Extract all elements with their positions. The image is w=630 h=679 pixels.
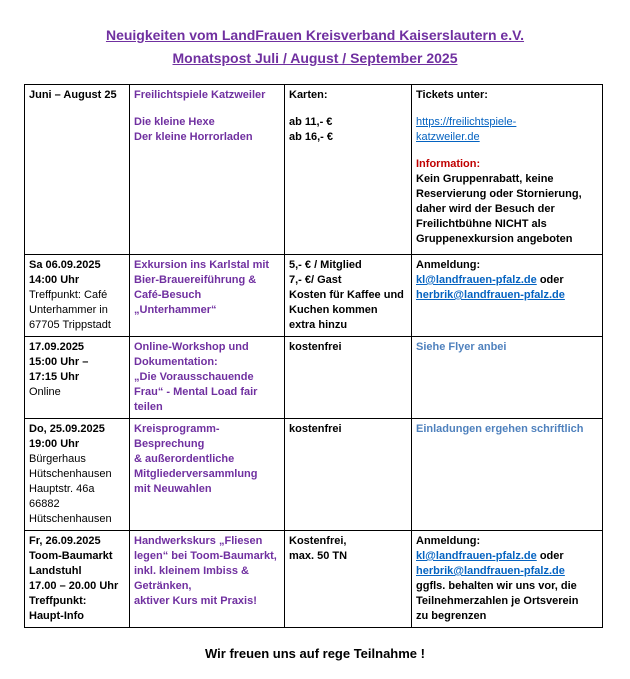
table-row <box>25 337 603 419</box>
event-line: Exkursion ins Karlstal mit <box>134 259 270 271</box>
page-subtitle: Monatspost Juli / August / September 2025 <box>172 50 458 66</box>
info-line: daher wird der Besuch der <box>416 203 555 215</box>
events-table <box>24 84 603 628</box>
date-cell <box>25 255 130 337</box>
cost-line: max. 50 TN <box>289 550 348 562</box>
cost-cell <box>285 255 412 337</box>
date-line: Fr, 26.09.2025 <box>29 535 101 547</box>
location-line: Hauptstr. 46a <box>29 483 95 495</box>
event-line: Online-Workshop und <box>134 341 249 353</box>
meeting-point-line: Haupt-Info <box>29 610 84 622</box>
table-row <box>25 531 603 628</box>
time-line: 17:15 Uhr <box>29 371 80 383</box>
cost-line: Kostenfrei, <box>289 535 347 547</box>
location-line: Hütschenhausen <box>29 513 112 525</box>
info-cell <box>412 337 603 419</box>
date-cell <box>25 531 130 628</box>
location-line: Toom-Baumarkt <box>29 550 113 562</box>
event-cell <box>130 255 285 337</box>
cost-line: extra hinzu <box>289 319 348 331</box>
time-line: 15:00 Uhr – <box>29 356 89 368</box>
event-line: aktiver Kurs mit Praxis! <box>134 595 257 607</box>
location-line: Bürgerhaus <box>29 453 86 465</box>
info-cell <box>412 531 603 628</box>
date-line: 17.09.2025 <box>29 341 85 353</box>
info-cell <box>412 255 603 337</box>
location-line: Online <box>29 386 61 398</box>
event-line: „Unterhammer“ <box>134 304 217 316</box>
info-cell <box>412 419 603 531</box>
cost-line: kostenfrei <box>289 341 342 353</box>
cost-line: ab 16,- € <box>289 131 334 143</box>
cost-cell <box>285 85 412 255</box>
event-cell <box>130 337 285 419</box>
event-line: Besprechung <box>134 438 205 450</box>
time-line: 14:00 Uhr <box>29 274 80 286</box>
event-cell <box>130 531 285 628</box>
info-heading: Anmeldung: <box>416 259 481 271</box>
info-heading: Anmeldung: <box>416 535 481 547</box>
cost-line: Kuchen kommen <box>289 304 378 316</box>
date-cell <box>25 337 130 419</box>
info-cell <box>412 85 603 255</box>
cost-line: Kosten für Kaffee und <box>289 289 404 301</box>
info-text: Siehe Flyer anbei <box>416 341 507 353</box>
connector-text: oder <box>539 274 564 286</box>
location-line: Landstuhl <box>29 565 82 577</box>
event-line: Kreisprogramm- <box>134 423 220 435</box>
date-line: Sa 06.09.2025 <box>29 259 101 271</box>
email-link-kl[interactable]: kl@landfrauen-pfalz.de <box>416 274 537 286</box>
date-cell <box>25 85 130 255</box>
info-line: Kein Gruppenrabatt, keine <box>416 173 554 185</box>
event-cell <box>130 419 285 531</box>
cost-cell <box>285 337 412 419</box>
email-link-herbrik[interactable]: herbrik@landfrauen-pfalz.de <box>416 289 565 301</box>
meeting-point-line: Treffpunkt: <box>29 595 87 607</box>
table-row <box>25 255 603 337</box>
info-text: Einladungen ergehen schriftlich <box>416 423 584 435</box>
cost-line: Karten: <box>289 89 328 101</box>
event-line: & außerordentliche <box>134 453 235 465</box>
tickets-link[interactable]: https://freilichtspiele- katzweiler.de <box>416 116 517 143</box>
email-link-herbrik[interactable]: herbrik@landfrauen-pfalz.de <box>416 565 565 577</box>
date-line: Do, 25.09.2025 <box>29 423 105 435</box>
location-line: 67705 Trippstadt <box>29 319 111 331</box>
event-line: Café-Besuch <box>134 289 202 301</box>
info-line: ggfls. behalten wir uns vor, die <box>416 580 577 592</box>
location-line: Unterhammer in <box>29 304 108 316</box>
connector-text: oder <box>539 550 564 562</box>
info-line: Teilnehmerzahlen je Ortsverein <box>416 595 579 607</box>
page-title: Neuigkeiten vom LandFrauen Kreisverband Kaiserslautern e.V. <box>105 27 525 43</box>
cost-line: 5,- € / Mitglied <box>289 259 362 271</box>
event-line: Mitgliederversammlung <box>134 468 258 480</box>
event-line: Dokumentation: <box>134 356 218 368</box>
information-label: Information: <box>416 158 481 170</box>
cost-line: ab 11,- € <box>289 116 333 128</box>
closing-note: Wir freuen uns auf rege Teilnahme ! <box>205 646 425 661</box>
location-line: Hütschenhausen <box>29 468 112 480</box>
info-line: Reservierung oder Stornierung, <box>416 188 582 200</box>
event-line: Bier-Brauereiführung & <box>134 274 257 286</box>
location-line: 66882 <box>29 498 60 510</box>
event-line: Handwerkskurs „Fliesen <box>134 535 263 547</box>
time-line: 19:00 Uhr <box>29 438 80 450</box>
table-row <box>25 419 603 531</box>
email-link-kl[interactable]: kl@landfrauen-pfalz.de <box>416 550 537 562</box>
event-line: Die kleine Hexe <box>134 116 215 128</box>
table-row <box>25 85 603 255</box>
cost-cell <box>285 531 412 628</box>
info-line: Gruppenexkursion angeboten <box>416 233 573 245</box>
info-line: Freilichtbühne NICHT als <box>416 218 547 230</box>
date-line: Juni – August 25 <box>29 89 117 101</box>
info-heading: Tickets unter: <box>416 89 488 101</box>
location-line: Treffpunkt: Café <box>29 289 108 301</box>
event-line: Freilichtspiele Katzweiler <box>134 89 266 101</box>
cost-line: kostenfrei <box>289 423 342 435</box>
event-line: „Die Vorausschauende <box>134 371 254 383</box>
event-line: legen“ bei Toom-Baumarkt, <box>134 550 277 562</box>
cost-line: 7,- €/ Gast <box>289 274 342 286</box>
event-line: inkl. kleinem Imbiss & <box>134 565 249 577</box>
event-cell <box>130 85 285 255</box>
info-line: zu begrenzen <box>416 610 487 622</box>
cost-cell <box>285 419 412 531</box>
event-line: Getränken, <box>134 580 192 592</box>
event-line: Frau“ - Mental Load fair <box>134 386 258 398</box>
event-line: teilen <box>134 401 163 413</box>
event-line: mit Neuwahlen <box>134 483 212 495</box>
time-line: 17.00 – 20.00 Uhr <box>29 580 119 592</box>
date-cell <box>25 419 130 531</box>
event-line: Der kleine Horrorladen <box>134 131 253 143</box>
